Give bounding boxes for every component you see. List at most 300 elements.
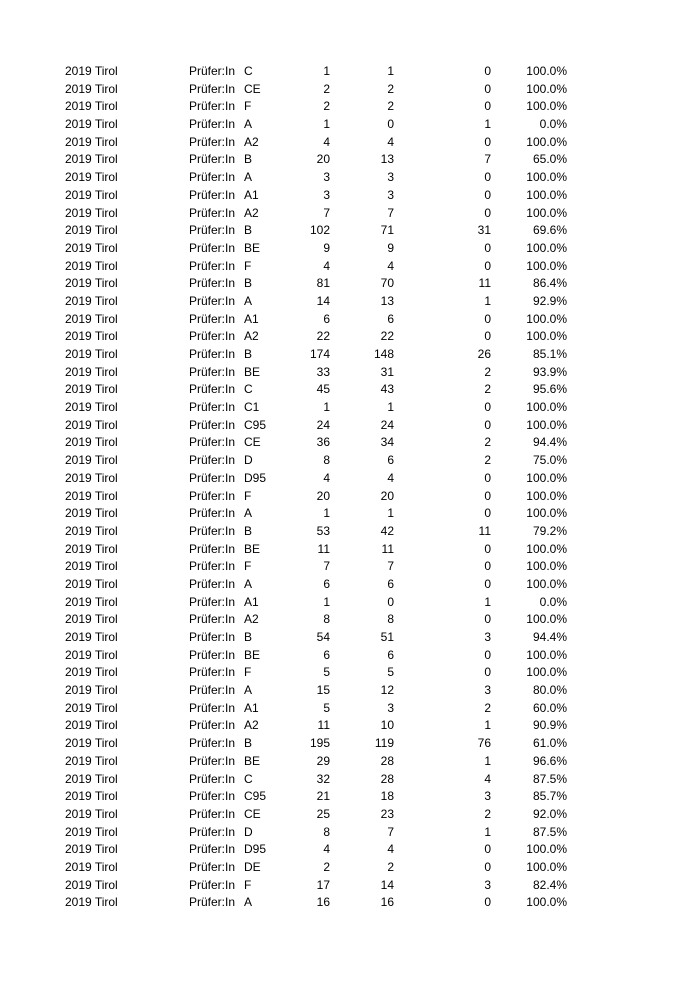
- license-class-cell: BE: [244, 364, 261, 379]
- total-count-cell: 11: [317, 718, 330, 733]
- total-count-cell: 2: [323, 859, 330, 874]
- failed-count-cell: 1: [484, 718, 491, 733]
- license-class-cell: F: [244, 488, 252, 503]
- passed-count-cell: 4: [387, 470, 394, 485]
- failed-count-cell: 1: [484, 117, 491, 132]
- license-class-cell: CE: [244, 806, 261, 821]
- total-count-cell: 4: [323, 134, 330, 149]
- passed-count-cell: 119: [374, 736, 394, 751]
- pass-rate-cell: 92.9%: [532, 293, 567, 308]
- year-region-cell: 2019 Tirol: [65, 400, 118, 415]
- failed-count-cell: 0: [484, 64, 491, 78]
- pass-rate-cell: 100.0%: [526, 541, 567, 556]
- license-class-cell: A2: [244, 134, 259, 149]
- failed-count-cell: 0: [484, 859, 491, 874]
- data-table: [0, 63, 700, 912]
- failed-count-cell: 0: [484, 541, 491, 556]
- license-class-cell: B: [244, 223, 253, 238]
- failed-count-cell: 11: [478, 276, 491, 291]
- total-count-cell: 16: [316, 895, 330, 910]
- passed-count-cell: 18: [380, 789, 394, 804]
- year-region-cell: 2019 Tirol: [65, 470, 118, 485]
- table-row: [0, 151, 700, 169]
- passed-count-cell: 71: [380, 223, 394, 238]
- year-region-cell: 2019 Tirol: [65, 859, 118, 874]
- failed-count-cell: 1: [484, 594, 491, 609]
- table-row: [0, 328, 700, 346]
- table-row: [0, 717, 700, 735]
- passed-count-cell: 0: [387, 117, 394, 132]
- year-region-cell: 2019 Tirol: [65, 258, 118, 273]
- passed-count-cell: 31: [380, 364, 394, 379]
- table-row: [0, 116, 700, 134]
- failed-count-cell: 26: [477, 347, 491, 361]
- role-cell: Prüfer:In: [189, 152, 236, 167]
- table-row: [0, 877, 700, 895]
- year-region-cell: 2019 Tirol: [65, 576, 118, 591]
- passed-count-cell: 70: [380, 276, 394, 291]
- passed-count-cell: 3: [387, 170, 394, 185]
- year-region-cell: 2019 Tirol: [65, 842, 118, 857]
- pass-rate-cell: 100.0%: [526, 559, 567, 574]
- passed-count-cell: 4: [387, 258, 394, 273]
- total-count-cell: 1: [323, 117, 330, 132]
- total-count-cell: 20: [316, 488, 330, 503]
- total-count-cell: 6: [323, 647, 330, 662]
- failed-count-cell: 31: [477, 223, 491, 238]
- role-cell: Prüfer:In: [189, 435, 236, 450]
- total-count-cell: 36: [316, 435, 330, 450]
- table-row: [0, 205, 700, 223]
- table-row: [0, 505, 700, 523]
- role-cell: Prüfer:In: [189, 117, 236, 132]
- passed-count-cell: 3: [387, 187, 394, 202]
- failed-count-cell: 4: [484, 771, 491, 786]
- year-region-cell: 2019 Tirol: [65, 347, 118, 361]
- failed-count-cell: 1: [484, 293, 491, 308]
- table-row: [0, 399, 700, 417]
- role-cell: Prüfer:In: [189, 187, 236, 202]
- year-region-cell: 2019 Tirol: [65, 329, 118, 344]
- failed-count-cell: 7: [484, 152, 491, 167]
- pass-rate-cell: 100.0%: [526, 134, 567, 149]
- total-count-cell: 1: [323, 64, 330, 78]
- passed-count-cell: 22: [380, 329, 394, 344]
- license-class-cell: CE: [244, 81, 261, 96]
- passed-count-cell: 7: [387, 205, 394, 220]
- failed-count-cell: 0: [484, 506, 491, 521]
- pass-rate-cell: 94.4%: [532, 435, 567, 450]
- license-class-cell: A: [244, 117, 253, 132]
- table-row: [0, 311, 700, 329]
- failed-count-cell: 2: [484, 435, 491, 450]
- table-row: [0, 488, 700, 506]
- pass-rate-cell: 100.0%: [526, 576, 567, 591]
- role-cell: Prüfer:In: [189, 771, 236, 786]
- license-class-cell: A2: [244, 718, 259, 733]
- passed-count-cell: 8: [387, 612, 394, 627]
- total-count-cell: 45: [316, 382, 330, 397]
- total-count-cell: 24: [316, 417, 330, 432]
- passed-count-cell: 4: [387, 134, 394, 149]
- passed-count-cell: 10: [380, 718, 394, 733]
- role-cell: Prüfer:In: [189, 382, 236, 397]
- pass-rate-cell: 100.0%: [526, 665, 567, 680]
- pass-rate-cell: 100.0%: [526, 258, 567, 273]
- pass-rate-cell: 100.0%: [526, 400, 567, 415]
- passed-count-cell: 2: [387, 859, 394, 874]
- table-row: [0, 647, 700, 665]
- failed-count-cell: 0: [484, 488, 491, 503]
- total-count-cell: 6: [323, 311, 330, 326]
- license-class-cell: D95: [244, 842, 267, 857]
- failed-count-cell: 3: [484, 877, 491, 892]
- passed-count-cell: 28: [380, 771, 394, 786]
- license-class-cell: CE: [244, 435, 261, 450]
- pass-rate-cell: 100.0%: [526, 470, 567, 485]
- total-count-cell: 14: [316, 293, 330, 308]
- pass-rate-cell: 87.5%: [532, 824, 567, 839]
- failed-count-cell: 0: [484, 612, 491, 627]
- role-cell: Prüfer:In: [189, 576, 236, 591]
- passed-count-cell: 13: [380, 152, 394, 167]
- failed-count-cell: 2: [484, 700, 491, 715]
- passed-count-cell: 6: [387, 576, 394, 591]
- year-region-cell: 2019 Tirol: [65, 81, 118, 96]
- failed-count-cell: 3: [484, 630, 491, 644]
- role-cell: Prüfer:In: [189, 99, 236, 114]
- role-cell: Prüfer:In: [189, 683, 236, 698]
- year-region-cell: 2019 Tirol: [65, 541, 118, 556]
- failed-count-cell: 0: [484, 417, 491, 432]
- total-count-cell: 20: [316, 152, 330, 167]
- year-region-cell: 2019 Tirol: [65, 683, 118, 698]
- failed-count-cell: 0: [484, 895, 491, 910]
- passed-count-cell: 43: [380, 382, 394, 397]
- year-region-cell: 2019 Tirol: [65, 594, 118, 609]
- year-region-cell: 2019 Tirol: [65, 806, 118, 821]
- license-class-cell: D: [244, 453, 253, 468]
- role-cell: Prüfer:In: [189, 824, 236, 839]
- year-region-cell: 2019 Tirol: [65, 187, 118, 202]
- year-region-cell: 2019 Tirol: [65, 506, 118, 521]
- failed-count-cell: 76: [477, 736, 491, 751]
- pass-rate-cell: 80.0%: [532, 683, 567, 698]
- failed-count-cell: 0: [484, 81, 491, 96]
- total-count-cell: 174: [309, 347, 330, 361]
- pass-rate-cell: 100.0%: [526, 205, 567, 220]
- pass-rate-cell: 93.9%: [532, 364, 567, 379]
- pass-rate-cell: 100.0%: [526, 488, 567, 503]
- role-cell: Prüfer:In: [189, 134, 236, 149]
- passed-count-cell: 2: [387, 81, 394, 96]
- role-cell: Prüfer:In: [189, 700, 236, 715]
- table-row: [0, 275, 700, 293]
- failed-count-cell: 0: [484, 99, 491, 114]
- table-row: [0, 558, 700, 576]
- pass-rate-cell: 100.0%: [526, 859, 567, 874]
- failed-count-cell: 0: [484, 470, 491, 485]
- table-row: [0, 771, 700, 789]
- license-class-cell: A: [244, 895, 253, 910]
- passed-count-cell: 42: [380, 523, 394, 538]
- license-class-cell: F: [244, 258, 252, 273]
- license-class-cell: B: [244, 276, 253, 291]
- license-class-cell: F: [244, 99, 252, 114]
- pass-rate-cell: 85.1%: [532, 347, 567, 361]
- passed-count-cell: 4: [387, 842, 394, 857]
- passed-count-cell: 34: [380, 435, 394, 450]
- total-count-cell: 2: [323, 99, 330, 114]
- table-row: [0, 364, 700, 382]
- pass-rate-cell: 69.6%: [532, 223, 567, 238]
- table-row: [0, 293, 700, 311]
- table-row: [0, 381, 700, 399]
- license-class-cell: B: [244, 630, 253, 644]
- table-row: [0, 664, 700, 682]
- table-row: [0, 859, 700, 877]
- role-cell: Prüfer:In: [189, 789, 236, 804]
- total-count-cell: 81: [316, 276, 330, 291]
- year-region-cell: 2019 Tirol: [65, 895, 118, 910]
- table-row: [0, 187, 700, 205]
- pass-rate-cell: 92.0%: [532, 806, 567, 821]
- table-row: [0, 346, 700, 364]
- year-region-cell: 2019 Tirol: [65, 877, 118, 892]
- license-class-cell: BE: [244, 541, 261, 556]
- role-cell: Prüfer:In: [189, 81, 236, 96]
- total-count-cell: 102: [309, 223, 330, 238]
- passed-count-cell: 6: [387, 311, 394, 326]
- year-region-cell: 2019 Tirol: [65, 824, 118, 839]
- failed-count-cell: 2: [484, 382, 491, 397]
- role-cell: Prüfer:In: [189, 347, 236, 361]
- total-count-cell: 15: [316, 683, 330, 698]
- license-class-cell: C: [244, 64, 253, 78]
- year-region-cell: 2019 Tirol: [65, 718, 118, 733]
- total-count-cell: 3: [323, 170, 330, 185]
- year-region-cell: 2019 Tirol: [65, 293, 118, 308]
- table-row: [0, 611, 700, 629]
- pass-rate-cell: 86.4%: [532, 276, 567, 291]
- year-region-cell: 2019 Tirol: [65, 276, 118, 291]
- table-row: [0, 240, 700, 258]
- passed-count-cell: 7: [387, 559, 394, 574]
- pass-rate-cell: 100.0%: [526, 506, 567, 521]
- role-cell: Prüfer:In: [189, 859, 236, 874]
- year-region-cell: 2019 Tirol: [65, 435, 118, 450]
- passed-count-cell: 9: [387, 240, 394, 255]
- license-class-cell: A2: [244, 612, 259, 627]
- role-cell: Prüfer:In: [189, 612, 236, 627]
- pass-rate-cell: 0.0%: [539, 594, 567, 609]
- failed-count-cell: 3: [484, 789, 491, 804]
- license-class-cell: DE: [244, 859, 261, 874]
- year-region-cell: 2019 Tirol: [65, 700, 118, 715]
- table-row: [0, 700, 700, 718]
- license-class-cell: A1: [244, 311, 259, 326]
- failed-count-cell: 0: [484, 134, 491, 149]
- passed-count-cell: 20: [380, 488, 394, 503]
- pass-rate-cell: 95.6%: [532, 382, 567, 397]
- year-region-cell: 2019 Tirol: [65, 753, 118, 768]
- pass-rate-cell: 87.5%: [532, 771, 567, 786]
- license-class-cell: B: [244, 152, 253, 167]
- table-row: [0, 841, 700, 859]
- year-region-cell: 2019 Tirol: [65, 205, 118, 220]
- year-region-cell: 2019 Tirol: [65, 647, 118, 662]
- passed-count-cell: 2: [387, 99, 394, 114]
- total-count-cell: 7: [323, 559, 330, 574]
- license-class-cell: B: [244, 736, 253, 751]
- year-region-cell: 2019 Tirol: [65, 223, 118, 238]
- passed-count-cell: 1: [387, 64, 394, 78]
- table-row: [0, 169, 700, 187]
- role-cell: Prüfer:In: [189, 594, 236, 609]
- table-row: [0, 134, 700, 152]
- failed-count-cell: 0: [484, 170, 491, 185]
- passed-count-cell: 13: [380, 293, 394, 308]
- failed-count-cell: 2: [484, 806, 491, 821]
- year-region-cell: 2019 Tirol: [65, 665, 118, 680]
- pass-rate-cell: 100.0%: [526, 895, 567, 910]
- total-count-cell: 8: [323, 824, 330, 839]
- table-row: [0, 753, 700, 771]
- total-count-cell: 33: [316, 364, 330, 379]
- table-row: [0, 788, 700, 806]
- pass-rate-cell: 100.0%: [526, 417, 567, 432]
- pass-rate-cell: 100.0%: [526, 64, 567, 78]
- role-cell: Prüfer:In: [189, 523, 236, 538]
- year-region-cell: 2019 Tirol: [65, 99, 118, 114]
- license-class-cell: C: [244, 771, 253, 786]
- table-row: [0, 470, 700, 488]
- total-count-cell: 8: [323, 612, 330, 627]
- table-row: [0, 806, 700, 824]
- role-cell: Prüfer:In: [189, 559, 236, 574]
- pass-rate-cell: 65.0%: [532, 152, 567, 167]
- table-row: [0, 258, 700, 276]
- passed-count-cell: 0: [387, 594, 394, 609]
- total-count-cell: 17: [316, 877, 330, 892]
- passed-count-cell: 12: [380, 683, 394, 698]
- failed-count-cell: 1: [484, 753, 491, 768]
- passed-count-cell: 1: [387, 400, 394, 415]
- passed-count-cell: 1: [387, 506, 394, 521]
- role-cell: Prüfer:In: [189, 258, 236, 273]
- table-row: [0, 735, 700, 753]
- year-region-cell: 2019 Tirol: [65, 789, 118, 804]
- failed-count-cell: 0: [484, 665, 491, 680]
- failed-count-cell: 0: [484, 842, 491, 857]
- passed-count-cell: 148: [373, 347, 394, 361]
- role-cell: Prüfer:In: [189, 417, 236, 432]
- role-cell: Prüfer:In: [189, 293, 236, 308]
- license-class-cell: A2: [244, 329, 259, 344]
- year-region-cell: 2019 Tirol: [65, 64, 118, 78]
- pass-rate-cell: 60.0%: [532, 700, 567, 715]
- total-count-cell: 1: [323, 506, 330, 521]
- table-row: [0, 417, 700, 435]
- total-count-cell: 8: [323, 453, 330, 468]
- license-class-cell: A1: [244, 187, 259, 202]
- pass-rate-cell: 75.0%: [532, 453, 567, 468]
- table-row: [0, 63, 700, 81]
- license-class-cell: C1: [244, 400, 260, 415]
- table-row: [0, 594, 700, 612]
- passed-count-cell: 6: [387, 647, 394, 662]
- pass-rate-cell: 79.2%: [532, 523, 567, 538]
- year-region-cell: 2019 Tirol: [65, 364, 118, 379]
- year-region-cell: 2019 Tirol: [65, 630, 118, 644]
- failed-count-cell: 0: [484, 647, 491, 662]
- pass-rate-cell: 100.0%: [526, 612, 567, 627]
- pass-rate-cell: 100.0%: [526, 81, 567, 96]
- total-count-cell: 25: [316, 806, 330, 821]
- year-region-cell: 2019 Tirol: [65, 453, 118, 468]
- role-cell: Prüfer:In: [189, 64, 236, 78]
- passed-count-cell: 3: [387, 700, 394, 715]
- license-class-cell: BE: [244, 647, 261, 662]
- passed-count-cell: 11: [381, 541, 394, 556]
- table-row: [0, 452, 700, 470]
- total-count-cell: 1: [323, 400, 330, 415]
- total-count-cell: 11: [317, 541, 330, 556]
- role-cell: Prüfer:In: [189, 400, 236, 415]
- total-count-cell: 21: [316, 789, 330, 804]
- license-class-cell: BE: [244, 753, 261, 768]
- pass-rate-cell: 100.0%: [526, 170, 567, 185]
- total-count-cell: 29: [316, 753, 330, 768]
- failed-count-cell: 0: [484, 329, 491, 344]
- pass-rate-cell: 85.7%: [532, 789, 567, 804]
- table-row: [0, 541, 700, 559]
- role-cell: Prüfer:In: [189, 647, 236, 662]
- failed-count-cell: 0: [484, 258, 491, 273]
- year-region-cell: 2019 Tirol: [65, 771, 118, 786]
- failed-count-cell: 0: [484, 559, 491, 574]
- total-count-cell: 4: [323, 842, 330, 857]
- license-class-cell: A2: [244, 205, 259, 220]
- total-count-cell: 1: [323, 594, 330, 609]
- year-region-cell: 2019 Tirol: [65, 382, 118, 397]
- license-class-cell: F: [244, 665, 252, 680]
- total-count-cell: 53: [316, 523, 330, 538]
- failed-count-cell: 1: [484, 824, 491, 839]
- table-row: [0, 824, 700, 842]
- license-class-cell: D95: [244, 470, 267, 485]
- license-class-cell: F: [244, 559, 252, 574]
- license-class-cell: A: [244, 576, 253, 591]
- pass-rate-cell: 100.0%: [526, 842, 567, 857]
- role-cell: Prüfer:In: [189, 506, 236, 521]
- total-count-cell: 7: [323, 205, 330, 220]
- role-cell: Prüfer:In: [189, 329, 236, 344]
- license-class-cell: C95: [244, 417, 267, 432]
- pass-rate-cell: 94.4%: [532, 630, 567, 644]
- year-region-cell: 2019 Tirol: [65, 152, 118, 167]
- passed-count-cell: 23: [380, 806, 394, 821]
- role-cell: Prüfer:In: [189, 736, 236, 751]
- passed-count-cell: 51: [380, 630, 394, 644]
- year-region-cell: 2019 Tirol: [65, 117, 118, 132]
- license-class-cell: A1: [244, 700, 259, 715]
- passed-count-cell: 7: [387, 824, 394, 839]
- pass-rate-cell: 82.4%: [532, 877, 567, 892]
- license-class-cell: C95: [244, 789, 267, 804]
- failed-count-cell: 11: [478, 523, 491, 538]
- role-cell: Prüfer:In: [189, 665, 236, 680]
